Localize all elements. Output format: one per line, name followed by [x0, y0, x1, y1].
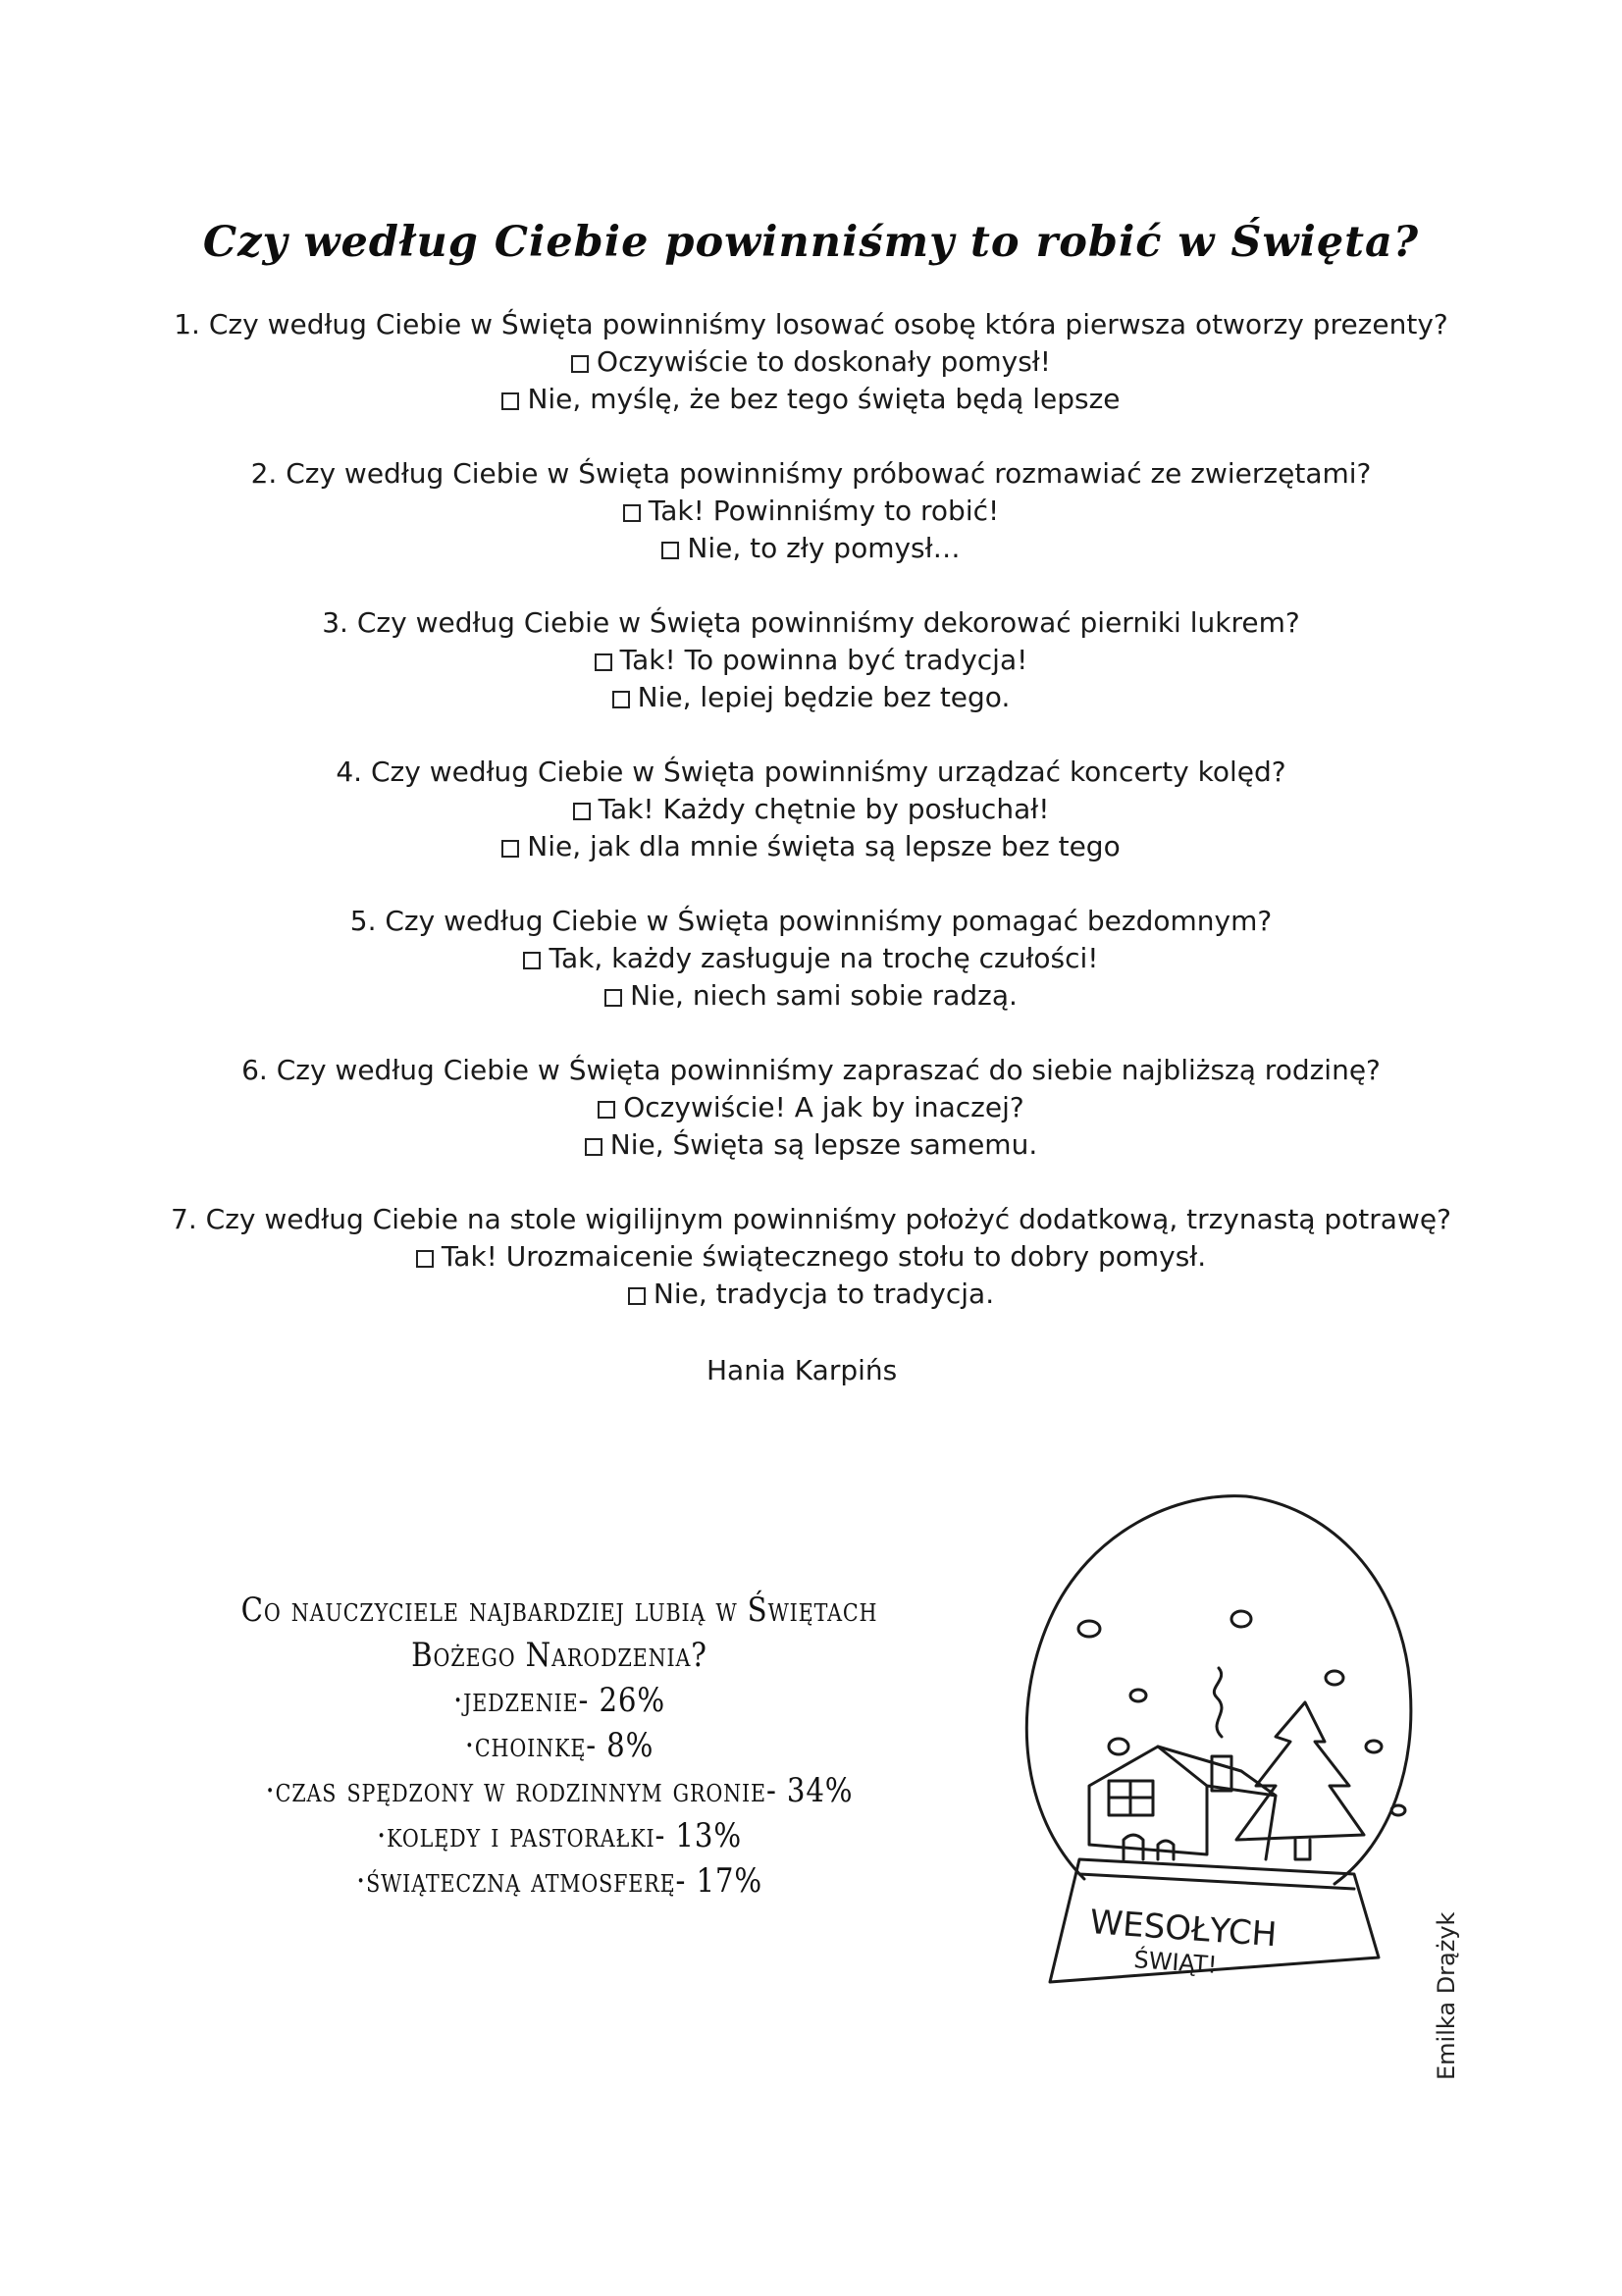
checkbox[interactable] — [585, 1138, 602, 1156]
question-text: 2. Czy według Ciebie w Święta powinniśmy próbować rozmawiać ze zwierzętami? — [250, 457, 1372, 490]
answer-option[interactable] — [0, 1238, 1622, 1276]
snowflake — [1109, 1739, 1128, 1754]
snowflake — [1130, 1690, 1146, 1701]
snowflake — [1231, 1611, 1251, 1627]
answer-option[interactable] — [0, 1089, 1622, 1126]
christmas-tree — [1236, 1702, 1364, 1840]
question-2 — [0, 455, 1622, 567]
checkbox[interactable] — [523, 952, 541, 969]
checkbox[interactable] — [501, 840, 519, 858]
checkbox[interactable] — [416, 1250, 434, 1268]
checkbox[interactable] — [598, 1101, 615, 1119]
answer-label: Oczywiście! A jak by inaczej? — [623, 1091, 1024, 1123]
page-title: Czy według Ciebie powinniśmy to robić w Święta? — [202, 218, 1420, 267]
checkbox[interactable] — [623, 504, 641, 522]
snowflake — [1078, 1621, 1100, 1637]
answer-option[interactable] — [0, 940, 1622, 977]
answer-option[interactable] — [0, 679, 1622, 716]
checkbox[interactable] — [595, 653, 612, 671]
answer-label: Nie, to zły pomysł… — [687, 532, 961, 564]
answer-label: Nie, lepiej będzie bez tego. — [637, 681, 1011, 713]
answer-label: Tak! Powinniśmy to robić! — [648, 495, 1000, 527]
checkbox[interactable] — [573, 803, 591, 820]
question-5 — [0, 903, 1622, 1015]
answer-option[interactable] — [0, 493, 1622, 530]
question-text: 6. Czy według Ciebie w Święta powinniśmy zapraszać do siebie najbliższą rodzinę? — [241, 1054, 1381, 1086]
answer-label: Tak! Każdy chętnie by posłuchał! — [598, 793, 1050, 825]
snowflake — [1326, 1671, 1343, 1685]
checkbox[interactable] — [571, 355, 589, 373]
question-text: 3. Czy według Ciebie w Święta powinniśmy dekorować pierniki lukrem? — [322, 606, 1300, 639]
checkbox[interactable] — [501, 392, 519, 410]
answer-label: Nie, tradycja to tradycja. — [653, 1278, 995, 1310]
author-name: Hania Karpińs — [706, 1354, 898, 1386]
survey-item: ·świąteczną atmosferę- 17% — [355, 1861, 763, 1901]
snow-globe-drawing — [1011, 1472, 1423, 2011]
question-6 — [0, 1052, 1622, 1164]
question-1 — [0, 306, 1622, 418]
survey-item: ·czas spędzony w rodzinnym gronie- 34% — [265, 1771, 854, 1810]
question-text: 4. Czy według Ciebie w Święta powinniśmy urządzać koncerty kolęd? — [336, 756, 1286, 788]
answer-label: Tak! Urozmaicenie świątecznego stołu to dobry pomysł. — [441, 1240, 1207, 1273]
house — [1089, 1747, 1207, 1854]
question-text: 7. Czy według Ciebie na stole wigilijnym powinniśmy położyć dodatkową, trzynastą potrawę? — [171, 1203, 1451, 1235]
answer-option[interactable] — [0, 642, 1622, 679]
checkbox[interactable] — [604, 989, 622, 1007]
answer-label: Nie, jak dla mnie święta są lepsze bez tego — [527, 830, 1121, 862]
answer-label: Nie, Święta są lepsze samemu. — [609, 1128, 1038, 1161]
checkbox[interactable] — [628, 1287, 646, 1305]
drawing-signature: Emilka Drążyk — [1433, 1911, 1460, 2080]
answer-option[interactable] — [0, 1276, 1622, 1313]
question-text: 1. Czy według Ciebie w Święta powinniśmy losować osobę która pierwsza otworzy prezenty? — [174, 308, 1448, 340]
checkbox[interactable] — [661, 542, 679, 559]
answer-option[interactable] — [0, 828, 1622, 865]
answer-label: Nie, myślę, że bez tego święta będą lepsze — [527, 383, 1121, 415]
answer-label: Oczywiście to doskonały pomysł! — [597, 345, 1051, 378]
answer-option[interactable] — [0, 381, 1622, 418]
survey-heading: Bożego Narodzenia? — [411, 1636, 707, 1675]
survey-heading: Co nauczyciele najbardziej lubią w Świętach — [240, 1591, 878, 1630]
question-text: 5. Czy według Ciebie w Święta powinniśmy pomagać bezdomnym? — [349, 905, 1273, 937]
teacher-survey — [231, 1588, 889, 1904]
quiz — [0, 306, 1622, 1350]
snowflake — [1366, 1741, 1382, 1752]
question-7 — [0, 1201, 1622, 1313]
question-4 — [0, 754, 1622, 865]
survey-item: ·jedzenie- 26% — [452, 1681, 666, 1720]
snowflake — [1391, 1805, 1405, 1815]
answer-option[interactable] — [0, 977, 1622, 1015]
survey-item: ·kolędy i pastorałki- 13% — [376, 1816, 742, 1855]
answer-option[interactable] — [0, 791, 1622, 828]
banner-text: ŚWIĄT! — [1132, 1946, 1219, 1979]
checkbox[interactable] — [612, 691, 630, 708]
banner-text: WESOŁYCH — [1088, 1903, 1279, 1956]
survey-item: ·choinkę- 8% — [464, 1726, 654, 1765]
chimney-smoke — [1214, 1668, 1222, 1737]
answer-label: Tak, każdy zasługuje na trochę czułości! — [549, 942, 1099, 974]
answer-label: Nie, niech sami sobie radzą. — [630, 979, 1018, 1012]
answer-option[interactable] — [0, 1126, 1622, 1164]
globe-outline — [1026, 1496, 1411, 1884]
answer-option[interactable] — [0, 530, 1622, 567]
question-3 — [0, 604, 1622, 716]
answer-option[interactable] — [0, 343, 1622, 381]
answer-label: Tak! To powinna być tradycja! — [619, 644, 1028, 676]
